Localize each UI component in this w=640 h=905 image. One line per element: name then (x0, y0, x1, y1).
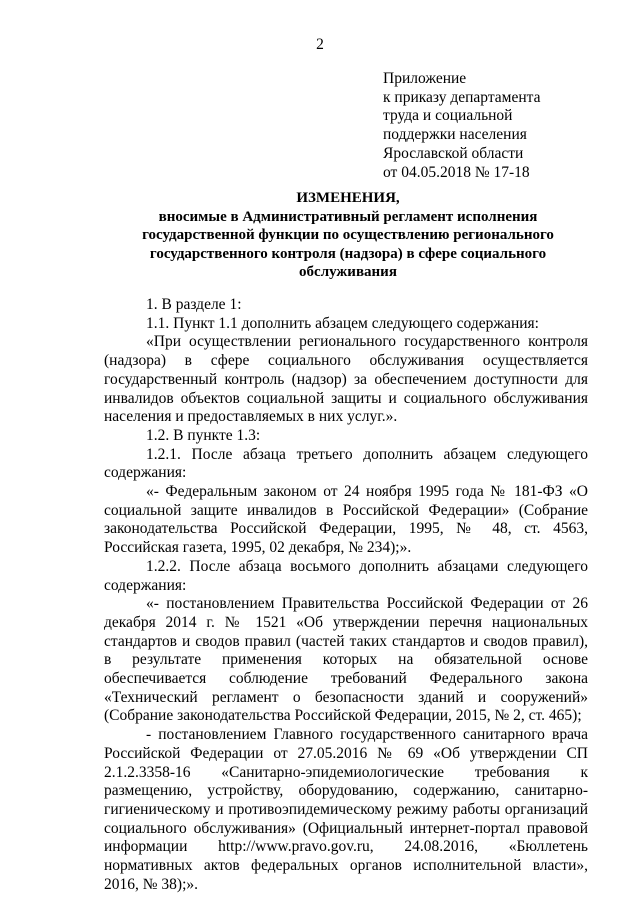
title-heading: ИЗМЕНЕНИЯ, (296, 190, 400, 206)
appendix-header (383, 70, 623, 182)
title-subheading: вносимые в Административный регламент исполнения государственной функции по осуществлению регионального государственного контроля (надзора) в сфере социального обслуживания (142, 208, 554, 280)
appendix-line: Ярославской области (383, 144, 524, 162)
document-title (128, 189, 568, 282)
paragraph-item-1-2-1: 1.2.1. После абзаца третьего дополнить абзацем следующего содержания: (104, 445, 588, 482)
appendix-line: Приложение (383, 70, 467, 87)
paragraph-quote-1-2-2-a: «- постановлением Правительства Российской Федерации от 26 декабря 2014 г. № 1521 «Об утверждении перечня национальных стандартов и сводов правил (частей таких стандартов и сводов правил), в результате применения которых на обязательной основе обеспечивается соблюдение требований Федерального закона «Технический регламент о безопасности зданий и сооружений» (Собрание законодательства Российской Федерации, 2015, № 2, ст. 465); (104, 595, 588, 725)
paragraph-quote-1-2-1: «- Федеральным законом от 24 ноября 1995 года № 181-ФЗ «О социальной защите инвалидов в Российской Федерации» (Собрание законодательства Российской Федерации, 1995, № 48, ст. 4563, Российская газета, 1995, 02 декабря, № 234);». (104, 483, 588, 557)
appendix-line: к приказу департамента (383, 88, 541, 106)
document-body (104, 296, 588, 895)
appendix-line: труда и социальной (383, 107, 513, 125)
paragraph-item-1-2-2: 1.2.2. После абзаца восьмого дополнить абзацами следующего содержания: (104, 557, 588, 594)
paragraph-item-1-1: 1.1. Пункт 1.1 дополнить абзацем следующего содержания: (146, 314, 539, 332)
page-number: 2 (316, 36, 324, 53)
paragraph-item-1-2: 1.2. В пункте 1.3: (146, 426, 261, 444)
appendix-line: поддержки населения (383, 126, 527, 144)
paragraph-section-1: 1. В разделе 1: (146, 296, 242, 313)
paragraph-quote-1-2-2-b: - постановлением Главного государственного санитарного врача Российской Федерации от 27.05.2016 № 69 «Об утверждении СП 2.1.2.3358-16 «Санитарно-эпидемиологические требования к размещению, устройству, оборудованию, содержанию, санитарно-гигиеническому и противоэпидемическому режиму работы организаций социального обслуживания» (Официальный интернет-портал правовой информации http://www.pravo.gov.ru, 24.08.2016, «Бюллетень нормативных актов федеральных органов исполнительной власти», 2016, № 38);». (104, 726, 588, 893)
appendix-line: от 04.05.2018 № 17-18 (383, 163, 530, 181)
paragraph-quote-1-1: «При осуществлении регионального государственного контроля (надзора) в сфере социального обслуживания осуществляется государственный контроль (надзор) за обеспечением доступности для инвалидов объектов социальной защиты и социального обслуживания населения и предоставляемых в них услуг.». (104, 333, 588, 426)
